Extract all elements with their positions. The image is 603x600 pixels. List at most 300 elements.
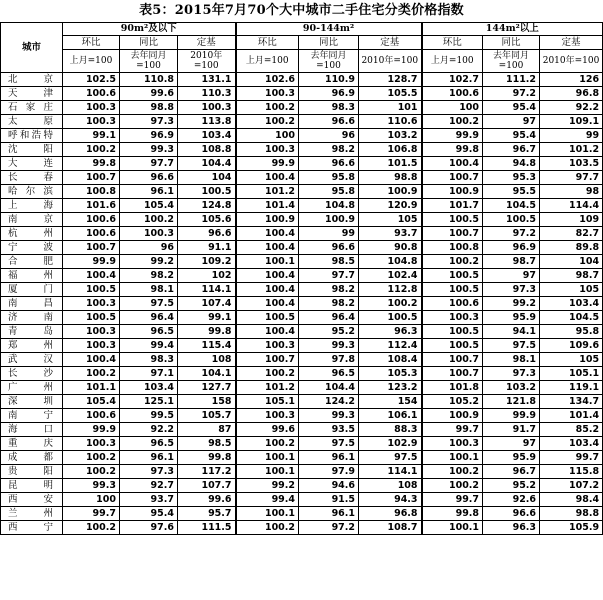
index-cell-medium-base: 94.3 [359, 493, 422, 507]
city-name-cell: 济南 [1, 311, 63, 325]
index-cell-large-base: 104.5 [540, 311, 603, 325]
index-cell-large-base: 105 [540, 353, 603, 367]
index-cell-large-yoy: 103.2 [483, 381, 540, 395]
index-cell-medium-yoy: 97.2 [299, 521, 359, 535]
index-cell-small-base: 100.3 [178, 101, 236, 115]
index-cell-large-yoy: 95.4 [483, 129, 540, 143]
index-cell-large-base: 89.8 [540, 241, 603, 255]
index-cell-small-yoy: 99.4 [120, 339, 178, 353]
index-cell-small-yoy: 93.7 [120, 493, 178, 507]
city-name-cell: 南昌 [1, 297, 63, 311]
index-cell-medium-yoy: 104.4 [299, 381, 359, 395]
index-cell-medium-base: 90.8 [359, 241, 422, 255]
index-cell-small-mom: 100.2 [63, 451, 120, 465]
index-cell-large-yoy: 95.9 [483, 451, 540, 465]
index-cell-medium-mom: 100 [236, 129, 299, 143]
index-cell-large-yoy: 111.2 [483, 73, 540, 87]
index-cell-medium-mom: 100.4 [236, 269, 299, 283]
table-row [1, 297, 603, 311]
index-cell-large-mom: 100.2 [422, 115, 483, 129]
index-cell-large-base: 109.1 [540, 115, 603, 129]
index-cell-small-base: 98.5 [178, 437, 236, 451]
index-cell-large-mom: 99.7 [422, 493, 483, 507]
index-cell-small-base: 114.1 [178, 283, 236, 297]
index-cell-small-yoy: 97.1 [120, 367, 178, 381]
index-cell-medium-yoy: 104.8 [299, 199, 359, 213]
index-cell-large-mom: 105.2 [422, 395, 483, 409]
index-cell-small-mom: 105.4 [63, 395, 120, 409]
city-name-cell: 西宁 [1, 521, 63, 535]
base-header-mom: 上月=100 [422, 50, 483, 73]
index-cell-small-base: 111.5 [178, 521, 236, 535]
index-cell-small-base: 104.4 [178, 157, 236, 171]
index-cell-medium-mom: 100.3 [236, 143, 299, 157]
index-cell-medium-yoy: 96.1 [299, 451, 359, 465]
index-cell-small-mom: 99.9 [63, 423, 120, 437]
sub-header-mom: 环比 [236, 36, 299, 50]
index-cell-large-base: 92.2 [540, 101, 603, 115]
index-cell-medium-base: 88.3 [359, 423, 422, 437]
index-cell-medium-mom: 100.2 [236, 101, 299, 115]
index-cell-small-base: 100.5 [178, 185, 236, 199]
city-name-cell: 贵阳 [1, 465, 63, 479]
index-cell-medium-base: 102.9 [359, 437, 422, 451]
index-cell-medium-yoy: 97.7 [299, 269, 359, 283]
table-row [1, 115, 603, 129]
city-name-cell: 哈尔滨 [1, 185, 63, 199]
index-cell-medium-base: 106.1 [359, 409, 422, 423]
index-cell-medium-mom: 100.7 [236, 353, 299, 367]
index-cell-large-yoy: 97 [483, 437, 540, 451]
index-cell-small-mom: 101.1 [63, 381, 120, 395]
index-cell-medium-base: 106.8 [359, 143, 422, 157]
index-cell-large-yoy: 96.9 [483, 241, 540, 255]
table-row [1, 381, 603, 395]
index-cell-medium-mom: 100.2 [236, 115, 299, 129]
index-cell-large-mom: 100.8 [422, 241, 483, 255]
index-cell-medium-mom: 100.4 [236, 227, 299, 241]
index-cell-small-mom: 99.9 [63, 255, 120, 269]
index-cell-small-base: 124.8 [178, 199, 236, 213]
base-header-fixed: 2010年=100 [359, 50, 422, 73]
index-cell-medium-base: 112.4 [359, 339, 422, 353]
index-cell-small-yoy: 110.8 [120, 73, 178, 87]
table-row [1, 199, 603, 213]
index-cell-large-mom: 100.9 [422, 185, 483, 199]
index-cell-medium-mom: 100.3 [236, 339, 299, 353]
index-cell-large-mom: 100.2 [422, 479, 483, 493]
index-cell-large-mom: 100.7 [422, 367, 483, 381]
table-row [1, 507, 603, 521]
index-cell-large-yoy: 99.2 [483, 297, 540, 311]
table-row [1, 367, 603, 381]
table-row [1, 423, 603, 437]
table-row [1, 437, 603, 451]
index-cell-small-base: 107.4 [178, 297, 236, 311]
city-name-cell: 南宁 [1, 409, 63, 423]
index-cell-small-yoy: 97.7 [120, 157, 178, 171]
index-cell-small-base: 103.4 [178, 129, 236, 143]
index-cell-small-yoy: 96 [120, 241, 178, 255]
index-cell-large-base: 98 [540, 185, 603, 199]
index-cell-small-yoy: 105.4 [120, 199, 178, 213]
index-cell-small-yoy: 97.6 [120, 521, 178, 535]
index-cell-large-yoy: 97.2 [483, 87, 540, 101]
index-cell-large-base: 95.8 [540, 325, 603, 339]
index-cell-medium-base: 110.6 [359, 115, 422, 129]
city-name-cell: 杭州 [1, 227, 63, 241]
index-cell-small-base: 127.7 [178, 381, 236, 395]
index-cell-large-base: 119.1 [540, 381, 603, 395]
sub-header-base: 定基 [359, 36, 422, 50]
index-cell-small-yoy: 96.6 [120, 171, 178, 185]
index-cell-large-mom: 100.2 [422, 465, 483, 479]
index-cell-medium-base: 96.3 [359, 325, 422, 339]
table-row [1, 87, 603, 101]
table-row [1, 325, 603, 339]
index-cell-small-base: 99.6 [178, 493, 236, 507]
table-row [1, 171, 603, 185]
index-cell-small-mom: 100.6 [63, 227, 120, 241]
sub-header-mom: 环比 [63, 36, 120, 50]
index-cell-medium-base: 112.8 [359, 283, 422, 297]
index-cell-large-yoy: 98.1 [483, 353, 540, 367]
index-cell-medium-base: 128.7 [359, 73, 422, 87]
city-name-cell: 海口 [1, 423, 63, 437]
index-cell-large-mom: 100.2 [422, 255, 483, 269]
index-cell-medium-mom: 100.2 [236, 367, 299, 381]
city-name-cell: 上海 [1, 199, 63, 213]
index-cell-medium-base: 108.7 [359, 521, 422, 535]
index-cell-small-mom: 100.5 [63, 311, 120, 325]
index-cell-large-base: 104 [540, 255, 603, 269]
index-cell-small-base: 108.8 [178, 143, 236, 157]
index-cell-large-base: 105.9 [540, 521, 603, 535]
index-cell-medium-base: 100.9 [359, 185, 422, 199]
city-name-cell: 大连 [1, 157, 63, 171]
city-name-cell: 重庆 [1, 437, 63, 451]
table-title: 表5：2015年7月70个大中城市二手住宅分类价格指数 [139, 3, 464, 18]
index-cell-small-yoy: 97.3 [120, 115, 178, 129]
index-cell-large-mom: 100.5 [422, 339, 483, 353]
index-cell-medium-base: 108.4 [359, 353, 422, 367]
index-cell-large-base: 126 [540, 73, 603, 87]
index-cell-large-yoy: 95.9 [483, 311, 540, 325]
index-cell-large-yoy: 96.3 [483, 521, 540, 535]
index-cell-large-mom: 100.7 [422, 171, 483, 185]
index-cell-small-base: 99.8 [178, 451, 236, 465]
table-row [1, 353, 603, 367]
index-cell-medium-yoy: 95.2 [299, 325, 359, 339]
base-header-fixed: 2010年=100 [540, 50, 603, 73]
index-cell-large-base: 105 [540, 283, 603, 297]
index-cell-medium-mom: 100.5 [236, 311, 299, 325]
index-cell-large-base: 103.5 [540, 157, 603, 171]
base-header-mom: 上月=100 [63, 50, 120, 73]
index-cell-small-mom: 100.3 [63, 297, 120, 311]
index-cell-medium-base: 93.7 [359, 227, 422, 241]
index-cell-small-base: 115.4 [178, 339, 236, 353]
index-cell-small-mom: 100.6 [63, 409, 120, 423]
index-cell-medium-yoy: 91.5 [299, 493, 359, 507]
sub-header-base: 定基 [540, 36, 603, 50]
index-cell-small-yoy: 125.1 [120, 395, 178, 409]
table-row [1, 129, 603, 143]
index-cell-medium-yoy: 96.5 [299, 367, 359, 381]
index-cell-small-yoy: 99.3 [120, 143, 178, 157]
table-row [1, 493, 603, 507]
index-cell-small-yoy: 92.2 [120, 423, 178, 437]
index-cell-medium-mom: 100.1 [236, 451, 299, 465]
index-cell-large-mom: 100.6 [422, 87, 483, 101]
index-cell-medium-yoy: 99 [299, 227, 359, 241]
index-cell-large-mom: 100.3 [422, 437, 483, 451]
sub-header-yoy: 同比 [299, 36, 359, 50]
index-cell-small-yoy: 92.7 [120, 479, 178, 493]
index-cell-large-mom: 100.4 [422, 157, 483, 171]
city-name-cell: 成都 [1, 451, 63, 465]
base-header-mom: 上月=100 [236, 50, 299, 73]
city-name-cell: 青岛 [1, 325, 63, 339]
index-cell-small-base: 110.3 [178, 87, 236, 101]
index-cell-large-mom: 100.5 [422, 213, 483, 227]
table-row [1, 101, 603, 115]
index-cell-small-base: 105.7 [178, 409, 236, 423]
index-cell-small-yoy: 96.1 [120, 185, 178, 199]
city-name-cell: 兰州 [1, 507, 63, 521]
index-cell-small-base: 91.1 [178, 241, 236, 255]
index-cell-large-base: 134.7 [540, 395, 603, 409]
index-cell-medium-yoy: 98.2 [299, 143, 359, 157]
index-cell-small-mom: 100.3 [63, 115, 120, 129]
index-cell-small-base: 107.7 [178, 479, 236, 493]
index-cell-large-base: 97.7 [540, 171, 603, 185]
index-cell-large-yoy: 100.5 [483, 213, 540, 227]
city-name-cell: 福州 [1, 269, 63, 283]
table-row [1, 339, 603, 353]
index-cell-large-yoy: 97 [483, 115, 540, 129]
index-cell-large-yoy: 96.7 [483, 465, 540, 479]
index-cell-large-mom: 100 [422, 101, 483, 115]
index-cell-medium-base: 102.4 [359, 269, 422, 283]
index-cell-medium-mom: 100.9 [236, 213, 299, 227]
index-cell-small-yoy: 99.6 [120, 87, 178, 101]
city-name-cell: 武汉 [1, 353, 63, 367]
index-cell-medium-yoy: 96 [299, 129, 359, 143]
index-cell-large-mom: 101.7 [422, 199, 483, 213]
index-cell-large-base: 103.4 [540, 297, 603, 311]
index-cell-large-base: 107.2 [540, 479, 603, 493]
header-sub-row [1, 36, 603, 50]
base-header-yoy: 去年同月=100 [299, 50, 359, 73]
index-cell-medium-mom: 100.4 [236, 283, 299, 297]
index-cell-large-mom: 100.3 [422, 311, 483, 325]
index-cell-medium-yoy: 96.6 [299, 115, 359, 129]
index-cell-small-mom: 100.4 [63, 353, 120, 367]
index-cell-large-mom: 100.9 [422, 409, 483, 423]
index-cell-small-base: 105.6 [178, 213, 236, 227]
index-cell-medium-mom: 102.6 [236, 73, 299, 87]
index-cell-medium-yoy: 96.9 [299, 87, 359, 101]
index-cell-medium-yoy: 100.9 [299, 213, 359, 227]
index-cell-small-yoy: 99.2 [120, 255, 178, 269]
index-cell-small-yoy: 98.8 [120, 101, 178, 115]
index-cell-small-mom: 100.3 [63, 339, 120, 353]
index-cell-large-mom: 100.5 [422, 283, 483, 297]
index-cell-small-base: 87 [178, 423, 236, 437]
index-cell-medium-yoy: 96.1 [299, 507, 359, 521]
table-row [1, 283, 603, 297]
index-cell-large-yoy: 94.1 [483, 325, 540, 339]
index-cell-medium-base: 108 [359, 479, 422, 493]
index-cell-large-yoy: 97.2 [483, 227, 540, 241]
index-cell-large-mom: 101.8 [422, 381, 483, 395]
index-cell-large-base: 109 [540, 213, 603, 227]
index-cell-medium-mom: 100.4 [236, 325, 299, 339]
index-cell-small-yoy: 100.2 [120, 213, 178, 227]
city-name-cell: 呼和浩特 [1, 129, 63, 143]
index-cell-medium-mom: 101.4 [236, 199, 299, 213]
index-cell-small-mom: 100.2 [63, 465, 120, 479]
table-row [1, 395, 603, 409]
table-row [1, 143, 603, 157]
index-cell-large-yoy: 97.5 [483, 339, 540, 353]
index-cell-small-mom: 100.7 [63, 241, 120, 255]
index-cell-medium-yoy: 97.5 [299, 437, 359, 451]
index-cell-large-yoy: 99.9 [483, 409, 540, 423]
group-header-small: 90m²及以下 [63, 23, 236, 36]
index-cell-small-base: 99.8 [178, 325, 236, 339]
index-cell-large-yoy: 92.6 [483, 493, 540, 507]
index-cell-small-yoy: 96.4 [120, 311, 178, 325]
index-cell-small-yoy: 103.4 [120, 381, 178, 395]
index-cell-medium-base: 105 [359, 213, 422, 227]
index-cell-small-base: 96.6 [178, 227, 236, 241]
index-cell-medium-mom: 100.1 [236, 255, 299, 269]
index-cell-small-yoy: 98.1 [120, 283, 178, 297]
index-cell-medium-mom: 100.4 [236, 297, 299, 311]
index-cell-small-base: 102 [178, 269, 236, 283]
index-cell-large-base: 101.4 [540, 409, 603, 423]
index-cell-small-mom: 100.5 [63, 283, 120, 297]
index-cell-medium-yoy: 96.6 [299, 157, 359, 171]
index-cell-medium-yoy: 99.3 [299, 339, 359, 353]
index-cell-medium-yoy: 95.8 [299, 185, 359, 199]
index-cell-medium-base: 96.8 [359, 507, 422, 521]
index-cell-medium-yoy: 98.5 [299, 255, 359, 269]
index-cell-small-mom: 100 [63, 493, 120, 507]
index-cell-medium-mom: 100.1 [236, 507, 299, 521]
city-name-cell: 长春 [1, 171, 63, 185]
index-cell-small-base: 109.2 [178, 255, 236, 269]
index-cell-medium-base: 105.3 [359, 367, 422, 381]
index-cell-medium-yoy: 99.3 [299, 409, 359, 423]
city-name-cell: 广州 [1, 381, 63, 395]
index-cell-small-yoy: 96.1 [120, 451, 178, 465]
index-cell-large-yoy: 95.2 [483, 479, 540, 493]
index-cell-medium-yoy: 97.9 [299, 465, 359, 479]
index-cell-large-mom: 100.7 [422, 353, 483, 367]
index-cell-small-yoy: 97.3 [120, 465, 178, 479]
sub-header-mom: 环比 [422, 36, 483, 50]
index-cell-large-yoy: 91.7 [483, 423, 540, 437]
index-cell-medium-mom: 100.3 [236, 87, 299, 101]
index-cell-medium-mom: 99.9 [236, 157, 299, 171]
index-cell-medium-yoy: 98.2 [299, 297, 359, 311]
city-name-cell: 厦门 [1, 283, 63, 297]
index-cell-large-mom: 100.1 [422, 451, 483, 465]
index-cell-large-yoy: 98.7 [483, 255, 540, 269]
city-name-cell: 西安 [1, 493, 63, 507]
index-cell-medium-mom: 99.6 [236, 423, 299, 437]
index-cell-medium-yoy: 110.9 [299, 73, 359, 87]
index-cell-large-yoy: 121.8 [483, 395, 540, 409]
city-name-cell: 深圳 [1, 395, 63, 409]
sub-header-yoy: 同比 [120, 36, 178, 50]
index-cell-large-base: 103.4 [540, 437, 603, 451]
city-name-cell: 北京 [1, 73, 63, 87]
table-row [1, 185, 603, 199]
table-row [1, 73, 603, 87]
index-cell-large-base: 98.8 [540, 507, 603, 521]
index-cell-large-yoy: 97 [483, 269, 540, 283]
table-row [1, 227, 603, 241]
index-cell-small-mom: 100.8 [63, 185, 120, 199]
group-header-medium: 90-144m² [236, 23, 422, 36]
index-cell-medium-base: 114.1 [359, 465, 422, 479]
index-cell-small-yoy: 96.5 [120, 325, 178, 339]
index-cell-small-mom: 99.8 [63, 157, 120, 171]
index-cell-small-mom: 100.3 [63, 325, 120, 339]
index-cell-small-mom: 100.3 [63, 101, 120, 115]
index-cell-large-base: 105.1 [540, 367, 603, 381]
index-cell-small-yoy: 98.3 [120, 353, 178, 367]
header-base-row [1, 50, 603, 73]
index-cell-medium-base: 98.8 [359, 171, 422, 185]
index-cell-medium-mom: 100.2 [236, 437, 299, 451]
city-name-cell: 太原 [1, 115, 63, 129]
index-cell-medium-mom: 100.2 [236, 521, 299, 535]
index-cell-large-base: 114.4 [540, 199, 603, 213]
index-cell-large-yoy: 95.3 [483, 171, 540, 185]
index-cell-small-mom: 100.2 [63, 143, 120, 157]
city-name-cell: 天津 [1, 87, 63, 101]
index-cell-medium-yoy: 97.8 [299, 353, 359, 367]
index-cell-large-base: 99.7 [540, 451, 603, 465]
index-cell-large-yoy: 95.5 [483, 185, 540, 199]
index-cell-medium-mom: 100.1 [236, 465, 299, 479]
index-cell-small-mom: 102.5 [63, 73, 120, 87]
table-row [1, 409, 603, 423]
index-cell-small-mom: 100.6 [63, 87, 120, 101]
city-name-cell: 昆明 [1, 479, 63, 493]
index-cell-small-yoy: 98.2 [120, 269, 178, 283]
index-cell-large-base: 101.2 [540, 143, 603, 157]
index-cell-large-yoy: 96.6 [483, 507, 540, 521]
index-cell-medium-base: 100.5 [359, 311, 422, 325]
index-cell-medium-yoy: 94.6 [299, 479, 359, 493]
price-index-table [0, 22, 603, 535]
city-name-cell: 宁波 [1, 241, 63, 255]
index-cell-small-base: 95.7 [178, 507, 236, 521]
city-name-cell: 石家庄 [1, 101, 63, 115]
index-cell-small-base: 99.1 [178, 311, 236, 325]
index-cell-large-mom: 100.5 [422, 269, 483, 283]
table-row [1, 311, 603, 325]
table-row [1, 479, 603, 493]
table-row [1, 465, 603, 479]
index-cell-medium-mom: 99.2 [236, 479, 299, 493]
